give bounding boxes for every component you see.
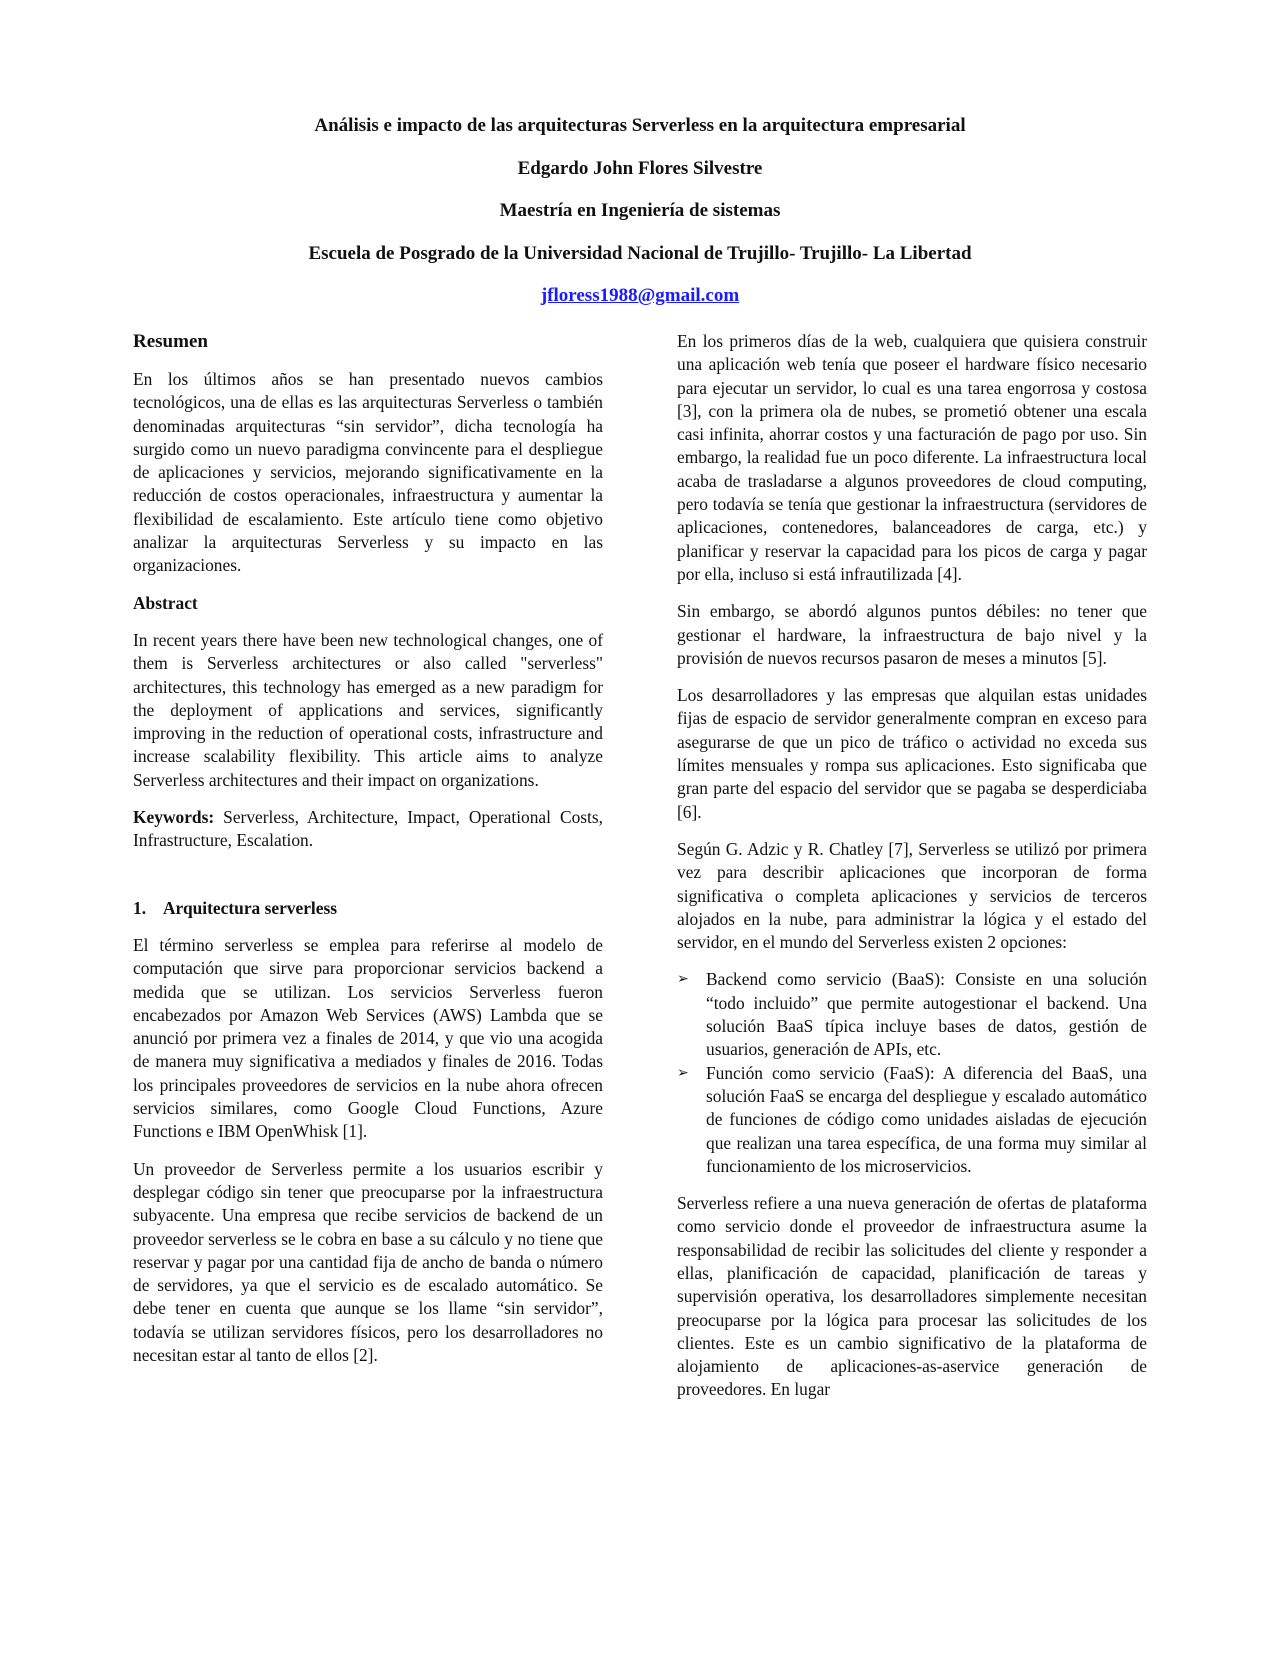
author-email-link[interactable]: jfloress1988@gmail.com <box>540 285 740 306</box>
service-options-list <box>677 968 1147 1178</box>
keywords-paragraph <box>133 806 603 853</box>
section-1-heading <box>133 897 603 920</box>
institution-name: Escuela de Posgrado de la Universidad Nacional de Trujillo- Trujillo- La Libertad <box>308 242 972 264</box>
right-paragraph-5: Serverless refiere a una nueva generación de ofertas de plataforma como servicio donde el proveedor de infraestructura asume la responsabilidad de recibir las solicitudes del cliente y responder a ellas, planificación de capacidad, planificación de tareas y supervisión operativa, los desarrolladores simplemente necesitan preocuparse por la lógica para procesar las solicitudes de los clientes. Este es un cambio significativo de la plataforma de alojamiento de aplicaciones-as-aservice generación de proveedores. En lugar <box>677 1193 1147 1400</box>
keywords-label: Keywords: <box>133 807 215 828</box>
right-column <box>677 330 1147 1416</box>
list-item-text: Función como servicio (FaaS): A diferencia del BaaS, una solución FaaS se encarga del despliegue y escalado automático de funciones de código como unidades aisladas de ejecución que realizan una tarea específica, de una forma muy similar al funcionamiento de los microservicios. <box>706 1062 1147 1176</box>
arrowhead-bullet-icon: ➢ <box>677 971 689 988</box>
list-item <box>677 1062 1147 1178</box>
section-1-number: 1. <box>133 897 147 918</box>
resumen-paragraph: En los últimos años se han presentado nuevos cambios tecnológicos, una de ellas es las arquitecturas Serverless o también denominadas arquitecturas “sin servidor”, dicha tecnología ha surgido como un nuevo paradigma convincente para el despliegue de aplicaciones y servicios, mejorando significativamente en la reducción de costos operacionales, infraestructura y aumentar la flexibilidad de escalamiento. Este artículo tiene como objetivo analizar la arquitecturas Serverless y su impacto en las organizaciones. <box>133 369 603 576</box>
keywords-list: Serverless, Architecture, Impact, Operational Costs, Infrastructure, Escalation. <box>133 807 603 851</box>
abstract-paragraph: In recent years there have been new technological changes, one of them is Serverless architectures or also called "serverless" architectures, this technology has emerged as a new paradigm for the deployment of applications and services, significantly improving in the reduction of operational costs, infrastructure and increase scalability flexibility. This article aims to analyze Serverless architectures and their impact on organizations. <box>133 629 603 790</box>
list-item-text: Backend como servicio (BaaS): Consiste en una solución “todo incluido” que permite autogestionar el backend. Una solución BaaS típica incluye bases de datos, gestión de usuarios, generación de APIs, etc. <box>706 969 1147 1060</box>
section-1-paragraph-1: El término serverless se emplea para referirse al modelo de computación que sirve para proporcionar servicios backend a medida que se utilizan. Los servicios Serverless fueron encabezados por Amazon Web Services (AWS) Lambda que se anunció por primera vez a finales de 2014, y que vio una acogida de manera muy significativa a mediados y finales de 2016. Todas los principales proveedores de servicios en la nube ahora ofrecen servicios similares, como Google Cloud Functions, Azure Functions e IBM OpenWhisk [1]. <box>133 934 603 1142</box>
right-paragraph-4: Según G. Adzic y R. Chatley [7], Serverless se utilizó por primera vez para describir aplicaciones que incorporan de forma significativa o completa aplicaciones y servicios de terceros alojados en la nube, para administrar la lógica y el estado del servidor, en el mundo del Serverless existen 2 opciones: <box>677 838 1147 953</box>
left-column <box>133 330 603 1381</box>
resumen-heading: Resumen <box>133 331 208 352</box>
right-paragraph-2: Sin embargo, se abordó algunos puntos débiles: no tener que gestionar el hardware, la infraestructura de bajo nivel y la provisión de nuevos recursos pasaron de meses a minutos [5]. <box>677 601 1147 668</box>
abstract-heading: Abstract <box>133 592 198 613</box>
section-1-title: Arquitectura serverless <box>163 897 338 918</box>
arrowhead-bullet-icon: ➢ <box>677 1064 689 1081</box>
list-item <box>677 968 1147 1061</box>
program-name: Maestría en Ingeniería de sistemas <box>499 200 781 221</box>
right-paragraph-3: Los desarrolladores y las empresas que alquilan estas unidades fijas de espacio de servidor generalmente compran en exceso para asegurarse de que un pico de tráfico o actividad no exceda sus límites mensuales y rompa sus aplicaciones. Esto significaba que gran parte del espacio del servidor que se pagaba se desperdiciaba [6]. <box>677 685 1147 822</box>
section-1-paragraph-2: Un proveedor de Serverless permite a los usuarios escribir y desplegar código sin tener que preocuparse por la infraestructura subyacente. Una empresa que recibe servicios de backend de un proveedor serverless se le cobra en base a su cálculo y no tiene que reservar y pagar por una cantidad fija de ancho de banda o número de servidores, ya que el servicio es de escalado automático. Se debe tener en cuenta que aunque se los llame “sin servidor”, todavía se utilizan servidores físicos, pero los desarrolladores no necesitan estar al tanto de ellos [2]. <box>133 1158 603 1365</box>
author-name: Edgardo John Flores Silvestre <box>517 157 763 179</box>
right-paragraph-1: En los primeros días de la web, cualquiera que quisiera construir una aplicación web tenía que poseer el hardware físico necesario para ejecutar un servidor, lo cual es una tarea engorrosa y costosa [3], con la primera ola de nubes, se prometió obtener una escala casi infinita, ahorrar costos y una facturación de pago por uso. Sin embargo, la realidad fue un poco diferente. La infraestructura local acaba de trasladarse a algunos proveedores de cloud computing, pero todavía se tenía que gestionar la infraestructura (servidores de aplicaciones, contenedores, balanceadores de carga, etc.) y planificar y reservar la capacidad para los picos de carga y pagar por ella, incluso si está infrautilizada [4]. <box>677 331 1147 584</box>
paper-title: Análisis e impacto de las arquitecturas Serverless en la arquitectura empresarial <box>314 115 966 136</box>
paper-header <box>0 114 1280 308</box>
